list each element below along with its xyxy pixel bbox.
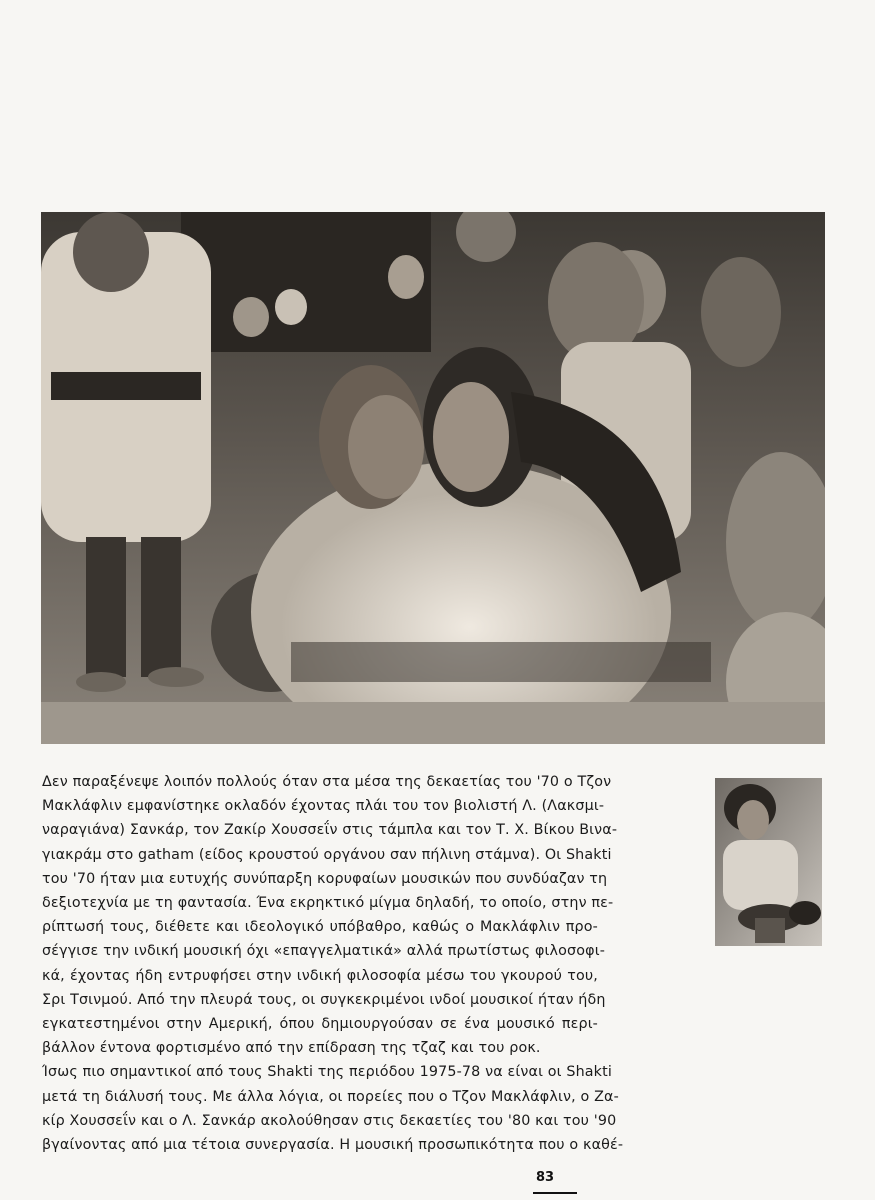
thumbnail-photograph [715,778,822,946]
text-line: σέγγισε την ινδική μουσική όχι «επαγγελματικά» αλλά πρωτίστως φιλοσοφι- [42,943,606,960]
text-line: κά, έχοντας ήδη εντρυφήσει στην ινδική φιλοσοφία μέσω του γκουρού του, [42,967,598,984]
text-line: του '70 ήταν μια ευτυχής συνύπαρξη κορυφαίων μουσικών που συνδύαζαν τη [42,870,608,887]
text-line: Μακλάφλιν εμφανίστηκε οκλαδόν έχοντας πλάι του τον βιολιστή Λ. (Λακσμι- [42,798,605,815]
text-line: γιακράμ στο gatham (είδος κρουστού οργάνου σαν πήλινη στάμνα). Οι Shakti [42,846,612,863]
two-dancers-embracing-photo [41,212,825,744]
text-line: Σρι Τσινμού. Από την πλευρά τους, οι συγκεκριμένοι ινδοί μουσικοί ήταν ήδη [42,991,606,1008]
article-paragraph [42,1060,624,1157]
article-body-text [42,770,624,1157]
text-line: βγαίνοντας από μια τέτοια συνεργασία. Η μουσική προσωπικότητα που ο καθέ- [42,1137,624,1154]
main-photograph [41,212,825,744]
text-line: μετά τη διάλυσή τους. Με άλλα λόγια, οι πορείες που ο Τζον Μακλάφλιν, ο Ζα- [42,1088,619,1105]
text-line: Δεν παραξένεψε λοιπόν πολλούς όταν στα μέσα της δεκαετίας του '70 ο Τζον [42,774,612,790]
page-number: 83 [536,1170,555,1185]
page-number-rule [533,1192,577,1194]
text-line: δεξιοτεχνία με τη φαντασία. Ένα εκρηκτικό μίγμα δηλαδή, το οποίο, στην πε- [42,895,614,912]
text-line: ναραγιάνα) Σανκάρ, τον Ζακίρ Χουσσεΐν στις τάμπλα και τον Τ. Χ. Βίκου Βινα- [42,822,618,839]
text-line: ρίπτωσή τους, διέθετε και ιδεολογικό υπόβαθρο, καθώς ο Μακλάφλιν προ- [42,919,598,936]
text-line: βάλλον έντονα φορτισμένο από την επίδραση της τζαζ και του ροκ. [42,1040,541,1057]
text-line: κίρ Χουσσεΐν και ο Λ. Σανκάρ ακολούθησαν στις δεκαετίες του '80 και του '90 [42,1112,617,1129]
article-paragraph [42,770,618,1060]
text-line: εγκατεστημένοι στην Αμερική, όπου δημιουργούσαν σε ένα μουσικό περι- [42,1016,598,1033]
tabla-player-portrait-photo [715,778,822,946]
text-line: Ίσως πιο σημαντικοί από τους Shakti της περιόδου 1975-78 να είναι οι Shakti [42,1064,612,1081]
